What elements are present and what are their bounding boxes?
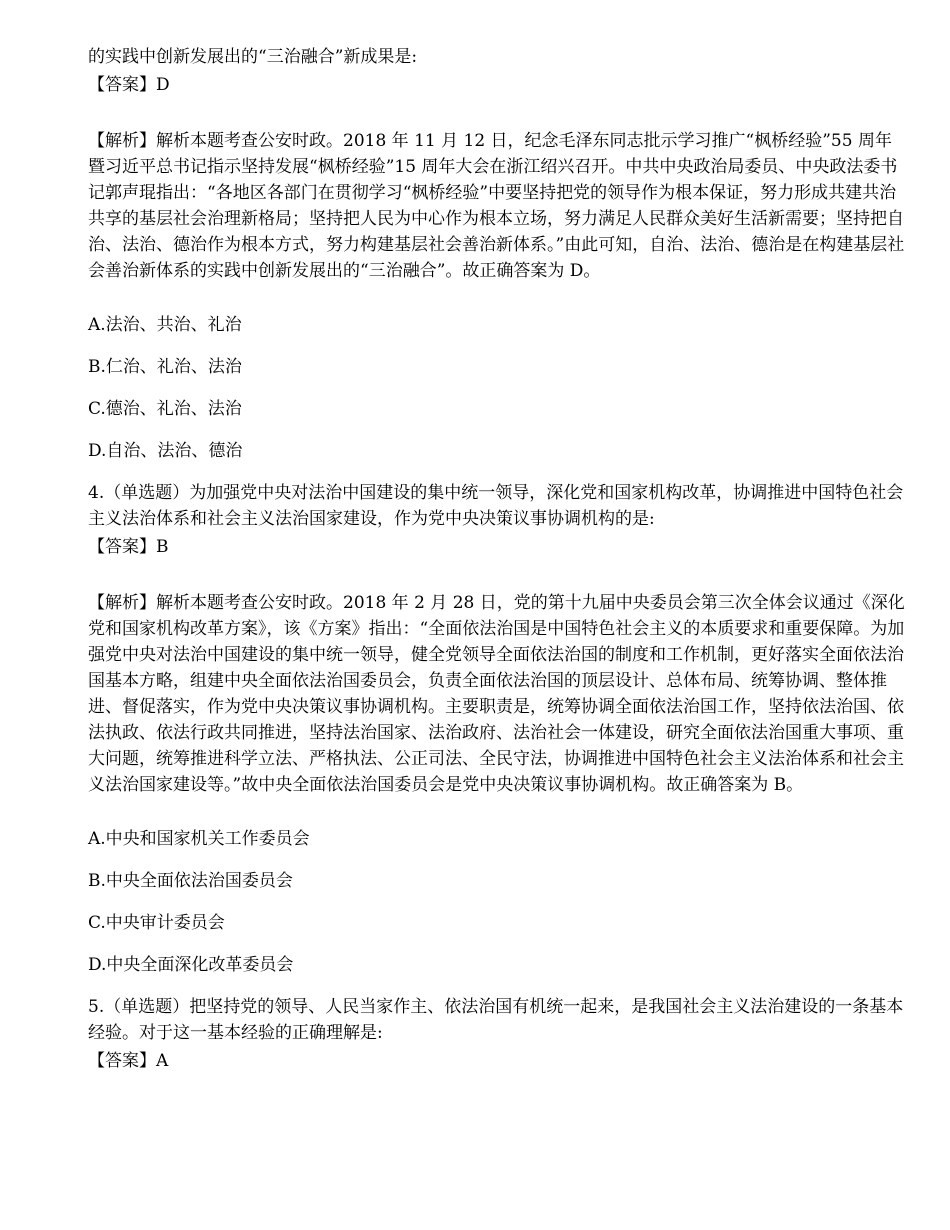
question-3-tail: 的实践中创新发展出的“三治融合”新成果是: xyxy=(88,47,418,67)
question-4: 4.（单选题）为加强党中央对法治中国建设的集中统一领导，深化党和国家机构改革，协调推进中国特色社会主义法治体系和社会主义法治国家建设，作为党中央决策议事协调机构的是: xyxy=(88,483,904,529)
option-4-d: D.中央全面深化改革委员会 xyxy=(88,955,294,975)
answer-3: 【答案】D xyxy=(88,75,170,95)
option-3-a: A.法治、共治、礼治 xyxy=(88,315,242,335)
analysis-3: 【解析】解析本题考查公安时政。2018 年 11 月 12 日，纪念毛泽东同志批示学习推广“枫桥经验”55 周年暨习近平总书记指示坚持发展“枫桥经验”15 周年大会在浙江绍兴召开。中共中央政治局委员、中央政法委书记郭声琨指出：“各地区各部门在贯彻学习“枫桥经验”中要坚持把党的领导作为根本保证，努力形成共建共治共享的基层社会治理新格局；坚持把人民为中心作为根本立场，努力满足人民群众美好生活新需要；坚持把自治、法治、德治作为根本方式，努力构建基层社会善治新体系。”由此可知，自治、法治、德治是在构建基层社会善治新体系的实践中创新发展出的“三治融合”。故正确答案为 D。 xyxy=(88,131,905,281)
option-3-b: B.仁治、礼治、法治 xyxy=(88,357,242,377)
analysis-4: 【解析】解析本题考查公安时政。2018 年 2 月 28 日，党的第十九届中央委员会第三次全体会议通过《深化党和国家机构改革方案》，该《方案》指出：“全面依法治国是中国特色社会主义的本质要求和重要保障。为加强党中央对法治中国建设的集中统一领导，健全党领导全面依法治国的制度和工作机制，更好落实全面依法治国基本方略，组建中央全面依法治国委员会，负责全面依法治国的顶层设计、总体布局、统筹协调、整体推进、督促落实，作为党中央决策议事协调机构。主要职责是，统筹协调全面依法治国工作，坚持依法治国、依法执政、依法行政共同推进，坚持法治国家、法治政府、法治社会一体建设，研究全面依法治国重大事项、重大问题，统筹推进科学立法、严格执法、公正司法、全民守法，协调推进中国特色社会主义法治体系和社会主义法治国家建设等。”故中央全面依法治国委员会是党中央决策议事协调机构。故正确答案为 B。 xyxy=(88,593,905,795)
answer-4: 【答案】B xyxy=(88,537,169,557)
option-4-a: A.中央和国家机关工作委员会 xyxy=(88,829,310,849)
option-4-b: B.中央全面依法治国委员会 xyxy=(88,871,293,891)
document-page xyxy=(88,44,908,1074)
option-4-c: C.中央审计委员会 xyxy=(88,913,225,933)
answer-5: 【答案】A xyxy=(88,1051,169,1071)
option-3-c: C.德治、礼治、法治 xyxy=(88,399,242,419)
option-3-d: D.自治、法治、德治 xyxy=(88,441,243,461)
question-5: 5.（单选题）把坚持党的领导、人民当家作主、依法治国有机统一起来，是我国社会主义法治建设的一条基本经验。对于这一基本经验的正确理解是: xyxy=(88,997,904,1043)
